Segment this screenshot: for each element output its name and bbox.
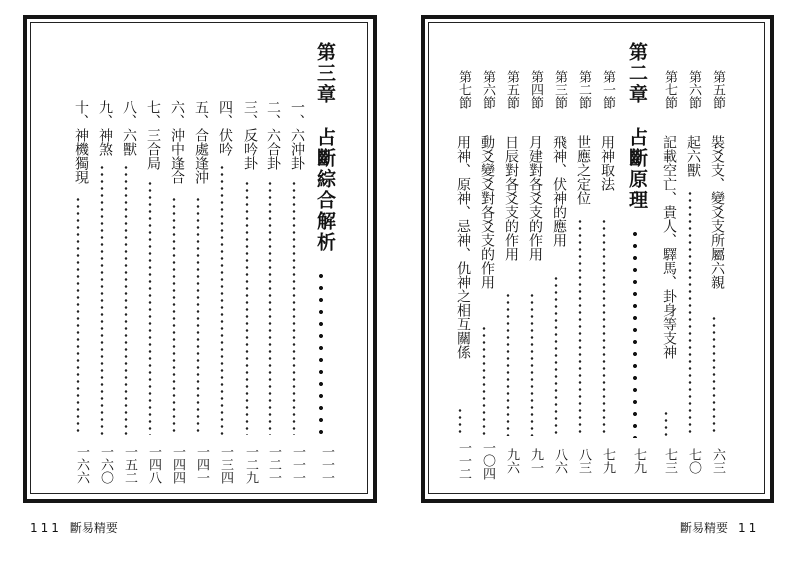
- footer-book-title: 斷易精要: [680, 521, 729, 535]
- section-text: 起六獸: [685, 135, 701, 177]
- chapter-page-number: 七九: [631, 448, 646, 474]
- toc-item: 五、合處逢沖: [193, 100, 209, 184]
- toc-item: 三、反吟卦: [242, 100, 258, 170]
- chapter-heading: [622, 42, 648, 211]
- toc-item: 八、六獸: [121, 100, 137, 156]
- leader-dots: [245, 180, 249, 435]
- section-text: 飛神、伏神的應用: [551, 135, 567, 247]
- leader-dots: [292, 180, 296, 435]
- section-text: 用神取法: [599, 135, 615, 191]
- footer-book-title: 斷易精要: [69, 521, 118, 535]
- toc-item: 六、沖中逢合: [169, 100, 185, 184]
- section-page-number: 六三: [710, 448, 725, 474]
- leader-dots: [530, 292, 534, 436]
- toc-item: 二、六合卦: [265, 100, 281, 170]
- chapter-title: 占斷綜合解析: [314, 127, 336, 253]
- leader-dots: [124, 164, 128, 435]
- chapter-title: 占斷原理: [626, 127, 648, 211]
- section-label: 第五節: [504, 70, 519, 109]
- toc-item: 十、神機獨現: [73, 100, 89, 184]
- chapter-number: 第二章: [626, 42, 648, 105]
- leader-dots: [664, 410, 668, 436]
- toc-page-number: 一六六: [74, 445, 89, 484]
- section-text: 月建對各爻支的作用: [527, 135, 543, 261]
- chapter-page-number: 一一一: [319, 445, 334, 484]
- chapter-number: 第三章: [314, 42, 336, 105]
- section-page-number: 一一二: [456, 441, 471, 480]
- section-label: 第二節: [576, 70, 591, 109]
- chapter-leader-dots: [318, 270, 324, 438]
- left-page: [0, 0, 396, 563]
- toc-page-number: 一二九: [243, 445, 258, 484]
- leader-dots: [554, 275, 558, 436]
- section-label: 第六節: [686, 70, 701, 109]
- section-page-number: 八三: [576, 448, 591, 474]
- section-label: 第七節: [662, 70, 677, 109]
- section-label: 第五節: [710, 70, 725, 109]
- toc-page-number: 一六〇: [98, 445, 113, 484]
- right-footer: [680, 521, 767, 535]
- toc-page-number: 一四一: [194, 445, 209, 484]
- toc-page-number: 一五二: [122, 445, 137, 484]
- leader-dots: [482, 325, 486, 436]
- section-label: 第三節: [552, 70, 567, 109]
- section-label: 第六節: [480, 70, 495, 109]
- section-page-number: 八六: [552, 448, 567, 474]
- toc-item: 九、神煞: [97, 100, 113, 156]
- section-text: 用神、原神、忌神、仇神之相互關係: [455, 135, 471, 359]
- right-page: [397, 0, 793, 563]
- toc-page-number: 一一一: [290, 445, 305, 484]
- leader-dots: [172, 196, 176, 435]
- leader-dots: [578, 218, 582, 436]
- leader-dots: [268, 180, 272, 435]
- section-page-number: 九一: [528, 448, 543, 474]
- leader-dots: [196, 196, 200, 435]
- section-page-number: 九六: [504, 448, 519, 474]
- section-page-number: 七三: [662, 448, 677, 474]
- footer-page-number: 11: [738, 521, 760, 535]
- section-label: 第七節: [456, 70, 471, 109]
- toc-page-number: 一二一: [266, 445, 281, 484]
- toc-item: 七、三合局: [145, 100, 161, 170]
- section-text: 動爻變爻對各爻支的作用: [479, 135, 495, 289]
- leader-dots: [688, 190, 692, 435]
- left-footer: [30, 521, 118, 535]
- leader-dots: [76, 196, 80, 435]
- section-text: 記載空亡、貴人、驛馬、卦身等支神: [661, 135, 677, 359]
- chapter-heading: [310, 42, 336, 253]
- section-text: 日辰對各爻支的作用: [503, 135, 519, 261]
- leader-dots: [506, 292, 510, 436]
- section-text: 裝爻支、變爻支所屬六親: [709, 135, 725, 289]
- toc-page-number: 一四四: [170, 445, 185, 484]
- leader-dots: [602, 218, 606, 436]
- leader-dots: [100, 164, 104, 435]
- leader-dots: [220, 164, 224, 435]
- footer-page-number: 111: [30, 521, 62, 535]
- section-label: 第四節: [528, 70, 543, 109]
- section-label: 第一節: [600, 70, 615, 109]
- toc-item: 一、六沖卦: [289, 100, 305, 170]
- section-page-number: 七九: [600, 448, 615, 474]
- toc-item: 四、伏吟: [217, 100, 233, 156]
- leader-dots: [458, 407, 462, 436]
- toc-page-number: 一四八: [146, 445, 161, 484]
- toc-page-number: 一三四: [218, 445, 233, 484]
- section-page-number: 七〇: [686, 448, 701, 474]
- leader-dots: [148, 180, 152, 435]
- section-page-number: 一〇四: [480, 441, 495, 480]
- section-text: 世應之定位: [575, 135, 591, 205]
- leader-dots: [712, 315, 716, 435]
- chapter-leader-dots: [632, 228, 638, 438]
